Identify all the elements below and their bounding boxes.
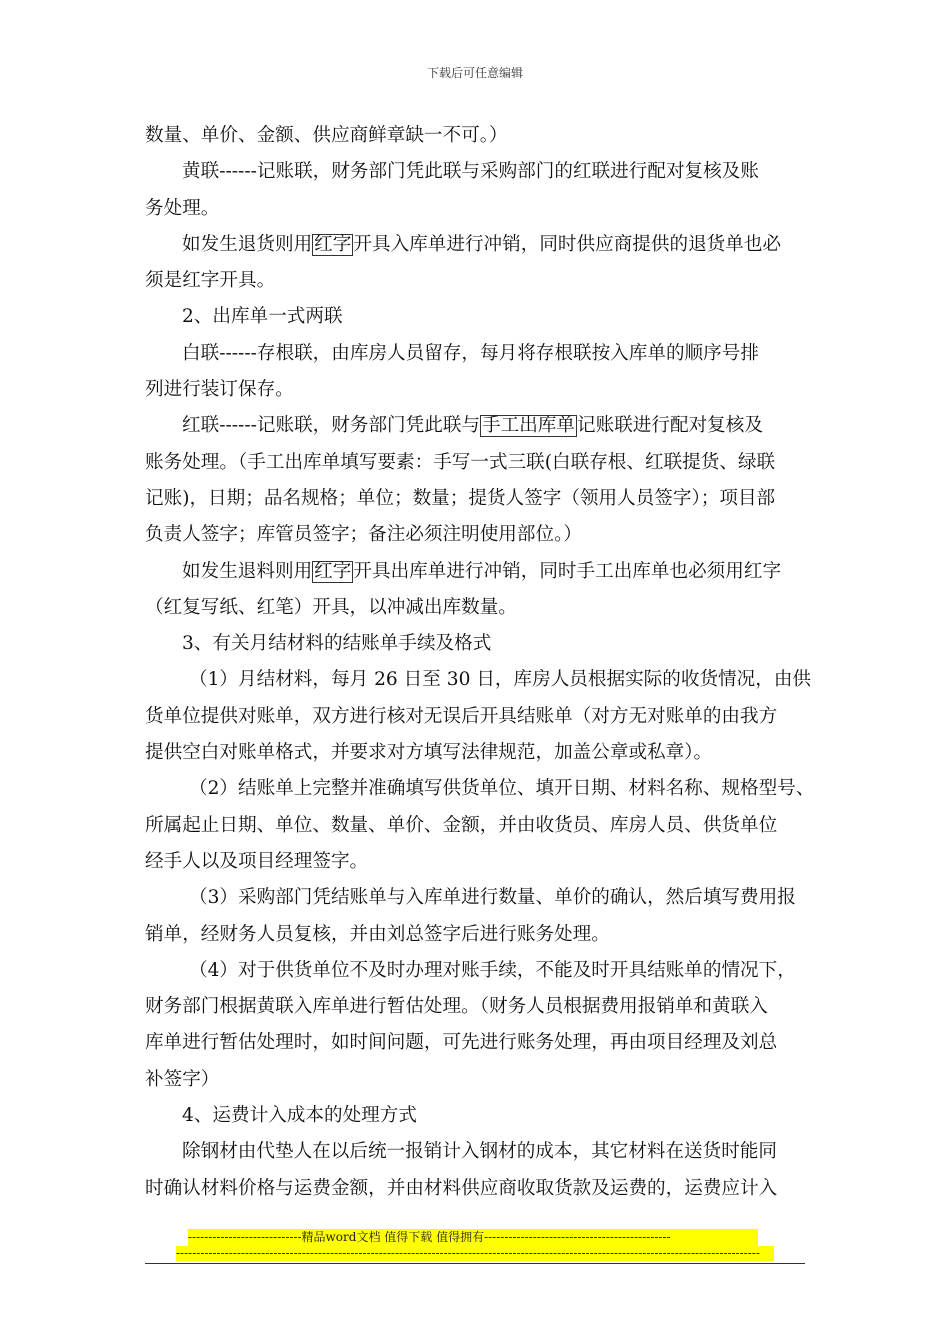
text-line bbox=[145, 191, 825, 227]
text-span: 3、有关月结材料的结账单手续及格式 bbox=[182, 633, 492, 655]
text-span: 货单位提供对账单，双方进行核对无误后开具结账单（对方无对账单的由我方 bbox=[145, 705, 778, 727]
text-span: 记账联进行配对复核及 bbox=[577, 415, 763, 437]
text-line bbox=[145, 299, 825, 335]
text-span: （2）结账单上完整并准确填写供货单位、填开日期、材料名称、规格型号、 bbox=[189, 778, 815, 800]
text-line bbox=[145, 989, 825, 1025]
text-span: 开具入库单进行冲销，同时供应商提供的退货单也必 bbox=[353, 233, 782, 255]
text-span: 除钢材由代垫人在以后统一报销计入钢材的成本，其它材料在送货时能同 bbox=[182, 1141, 778, 1163]
text-span: 数量、单价、金额、供应商鲜章缺一不可。） bbox=[145, 125, 508, 146]
text-line bbox=[145, 554, 825, 590]
text-line bbox=[145, 880, 825, 916]
text-line bbox=[145, 118, 825, 154]
text-line bbox=[145, 735, 825, 771]
text-line bbox=[145, 408, 825, 444]
text-line bbox=[145, 227, 825, 263]
text-span: 如发生退料则用 bbox=[182, 560, 313, 582]
text-line bbox=[145, 1134, 825, 1170]
text-line bbox=[145, 626, 825, 662]
text-line bbox=[145, 699, 825, 735]
text-span: （3）采购部门凭结账单与入库单进行数量、单价的确认，然后填写费用报 bbox=[189, 887, 796, 909]
text-line bbox=[145, 336, 825, 372]
text-span: 补签字） bbox=[145, 1068, 220, 1090]
text-span: （1）月结材料，每月 26 日至 30 日，库房人员根据实际的收货情况，由供 bbox=[189, 669, 812, 691]
text-span: 所属起止日期、单位、数量、单价、金额，并由收货员、库房人员、供货单位 bbox=[145, 814, 778, 836]
text-line bbox=[145, 263, 825, 299]
text-span: 开具出库单进行冲销，同时手工出库单也必须用红字 bbox=[353, 560, 782, 582]
text-span: 黄联------记账联，财务部门凭此联与采购部门的红联进行配对复核及账 bbox=[182, 161, 759, 183]
text-line bbox=[145, 1171, 825, 1207]
text-span: 提供空白对账单格式，并要求对方填写法律规范，加盖公章或私章）。 bbox=[145, 742, 713, 764]
footer-banner: ----------------------------精品word文档 值得下载 值得拥有---------------------------------------------- bbox=[188, 1229, 758, 1246]
text-line bbox=[145, 662, 825, 698]
text-span: 销单，经财务人员复核，并由刘总签字后进行账务处理。 bbox=[145, 923, 610, 945]
text-span: 2、出库单一式两联 bbox=[182, 306, 343, 328]
document-body bbox=[145, 118, 825, 1207]
text-line bbox=[145, 844, 825, 880]
text-line bbox=[145, 590, 825, 626]
footer-dash-line: ------------------------------------------------------------------------------------------------------------------------------------------------ bbox=[176, 1246, 774, 1261]
page-header: 下载后可任意编辑 bbox=[426, 66, 523, 80]
text-span: 负责人签字；库管员签字；备注必须注明使用部位。） bbox=[145, 524, 582, 546]
text-span: 记账)，日期；品名规格；单位；数量；提货人签字（领用人员签字）；项目部 bbox=[145, 487, 776, 509]
text-span: 须是红字开具。 bbox=[145, 270, 276, 292]
text-line bbox=[145, 771, 825, 807]
text-span: （红复写纸、红笔）开具，以冲减出库数量。 bbox=[145, 596, 517, 618]
text-span: 列进行装订保存。 bbox=[145, 379, 294, 401]
boxed-term: 红字 bbox=[314, 560, 352, 582]
boxed-term: 红字 bbox=[314, 233, 352, 255]
text-span: 务处理。 bbox=[145, 197, 220, 219]
text-line bbox=[145, 154, 825, 190]
footer-rule bbox=[145, 1263, 805, 1264]
text-span: 4、运费计入成本的处理方式 bbox=[182, 1105, 417, 1127]
text-span: 白联------存根联，由库房人员留存，每月将存根联按入库单的顺序号排 bbox=[182, 342, 759, 364]
text-span: （4）对于供货单位不及时办理对账手续，不能及时开具结账单的情况下， bbox=[189, 959, 796, 981]
text-line bbox=[145, 917, 825, 953]
text-line bbox=[145, 1025, 825, 1061]
text-line bbox=[145, 517, 825, 553]
text-line bbox=[145, 1098, 825, 1134]
text-span: 财务部门根据黄联入库单进行暂估处理。（财务人员根据费用报销单和黄联入 bbox=[145, 996, 768, 1018]
boxed-term: 手工出库单 bbox=[482, 415, 575, 437]
text-span: 时确认材料价格与运费金额，并由材料供应商收取货款及运费的，运费应计入 bbox=[145, 1177, 778, 1199]
text-line bbox=[145, 953, 825, 989]
text-span: 经手人以及项目经理签字。 bbox=[145, 850, 369, 872]
text-line bbox=[145, 445, 825, 481]
text-line bbox=[145, 481, 825, 517]
text-span: 红联------记账联，财务部门凭此联与 bbox=[182, 415, 481, 437]
text-span: 账务处理。（手工出库单填写要素：手写一式三联(白联存根、红联提货、绿联 bbox=[145, 451, 776, 473]
text-line bbox=[145, 372, 825, 408]
text-line bbox=[145, 1062, 825, 1098]
text-span: 如发生退货则用 bbox=[182, 233, 313, 255]
text-line bbox=[145, 808, 825, 844]
text-span: 库单进行暂估处理时，如时间问题，可先进行账务处理，再由项目经理及刘总 bbox=[145, 1032, 778, 1054]
